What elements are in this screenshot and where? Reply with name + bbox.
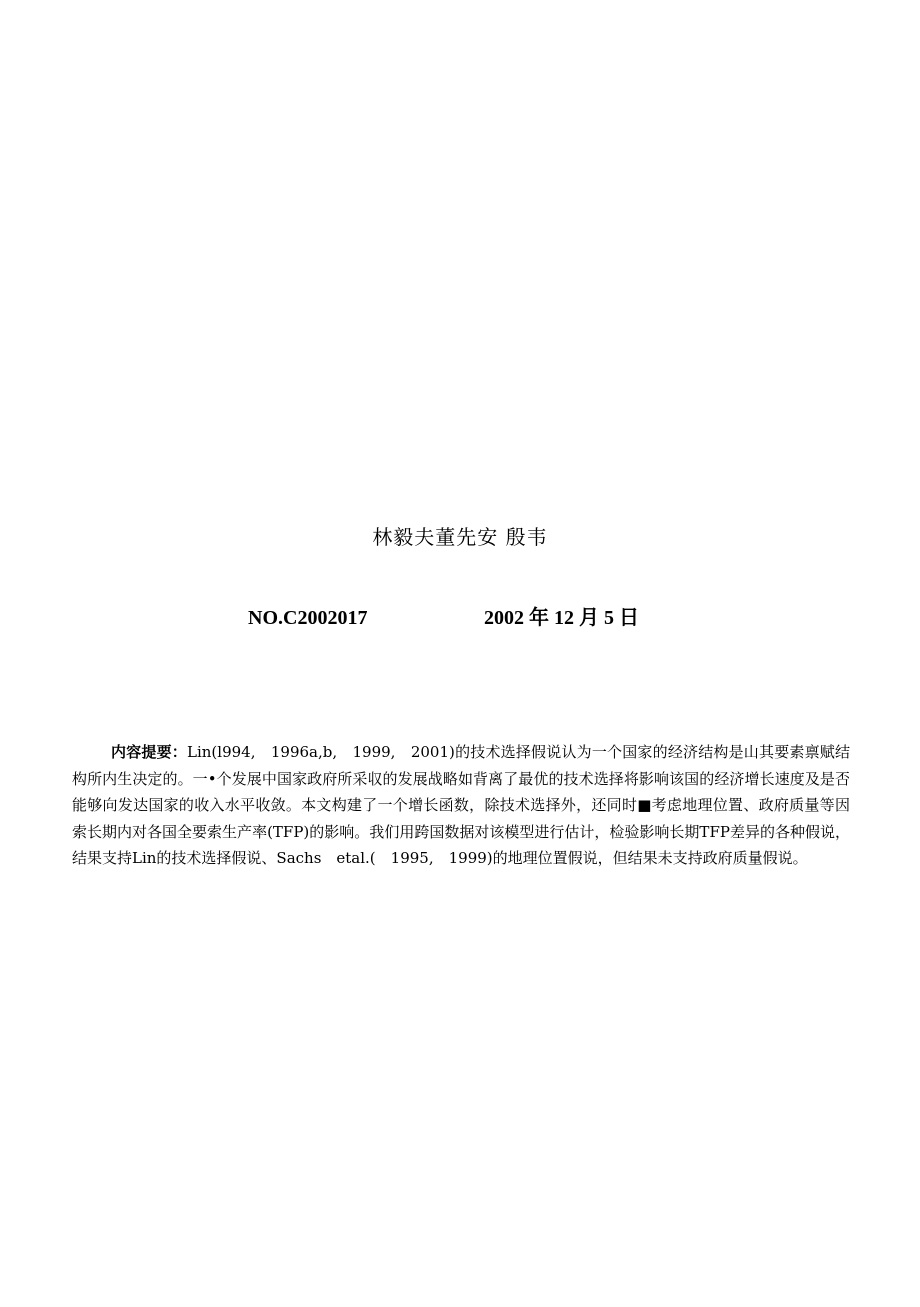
abstract-paragraph (72, 739, 850, 872)
document-date: 2002 年 12 月 5 日 (484, 607, 639, 629)
authors-line: 林毅夫董先安 殷韦 (372, 525, 548, 549)
document-number: NO.C2002017 (248, 607, 368, 629)
abstract-text: Lin(l994, 1996a,b, 1999, 2001)的技术选择假说认为一个国家的经济结构是山其要素禀赋结构所内生决定的。一•个发展中国家政府所采収的发展战略如背离了最优的技术选择将影响该国的经济增长速度及是否能够向发达国家的收入水平收敛。本文构建了一个增长函数，除技术选择外，还同时■考虑地理位置、政府质量等因索长期内对各国全要索生产率(TFP)的影响。我们用跨国数据对该模型进行估计，检验影响长期TFP差异的各种假说，结果支持Lin的技术选择假说、Sachs etal.( 1995, 1999)的地理位置假说，但结果未支持政府质量假说。 (72, 743, 850, 867)
abstract-label: 内容提要： (111, 743, 187, 761)
document-meta (0, 602, 920, 634)
